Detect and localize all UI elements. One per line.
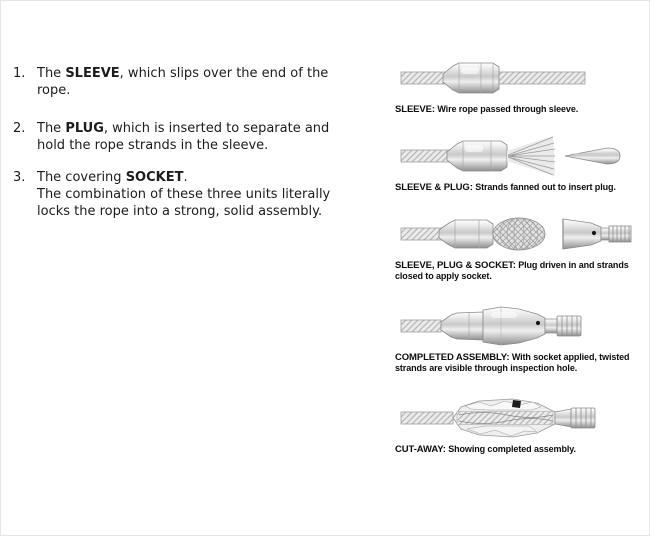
list-item-text bbox=[37, 169, 331, 220]
sleeve-part bbox=[443, 63, 499, 93]
figure-caption-label: SLEEVE: bbox=[395, 104, 435, 115]
inspection-hole bbox=[536, 321, 540, 325]
item-term: SLEEVE bbox=[65, 66, 120, 81]
figure-caption-text: Wire rope passed through sleeve. bbox=[437, 104, 579, 114]
figures-column bbox=[395, 55, 647, 473]
item-text-pre: The bbox=[37, 121, 66, 136]
sleeve-part bbox=[441, 312, 483, 340]
list-item-plug bbox=[13, 120, 363, 154]
item-term: SOCKET bbox=[125, 170, 184, 185]
item-text-post: . bbox=[183, 170, 188, 185]
figure-caption bbox=[395, 444, 645, 455]
sleeve-part bbox=[439, 220, 493, 248]
item-text-pre: The covering bbox=[37, 170, 126, 185]
threaded-stub bbox=[555, 408, 595, 428]
figure-caption-text: Showing completed assembly. bbox=[448, 444, 576, 454]
item-text-pre: The bbox=[37, 66, 66, 81]
figure-caption-label: SLEEVE, PLUG & SOCKET: bbox=[395, 260, 516, 271]
figure-completed-assembly bbox=[395, 303, 647, 374]
figure-sleeve bbox=[395, 55, 647, 115]
wire-rope bbox=[401, 150, 453, 162]
wire-rope bbox=[401, 228, 445, 240]
sleeve-plug-socket-illustration-icon bbox=[395, 211, 645, 257]
figure-caption-label: CUT-AWAY: bbox=[395, 444, 446, 455]
figure-caption bbox=[395, 104, 645, 115]
fanned-strands bbox=[507, 136, 555, 176]
cutaway-illustration-icon bbox=[395, 395, 645, 441]
item-line2: The combination of these three units literally locks the rope into a strong, solid assembly. bbox=[37, 187, 331, 219]
socket-part bbox=[563, 219, 631, 249]
instruction-list bbox=[13, 65, 363, 220]
sleeve-part bbox=[447, 141, 507, 171]
figure-caption-label: SLEEVE & PLUG: bbox=[395, 182, 473, 193]
figure-caption bbox=[395, 182, 645, 193]
item-text-post: , which slips over the end of the rope. bbox=[37, 66, 329, 98]
list-item-socket bbox=[13, 169, 363, 220]
sleeve-illustration-icon bbox=[395, 55, 645, 101]
list-number: 3. bbox=[13, 170, 26, 185]
figure-caption-text: Strands fanned out to insert plug. bbox=[475, 182, 616, 192]
list-item-text bbox=[37, 120, 331, 154]
list-number: 2. bbox=[13, 121, 26, 136]
closed-strands-bulb bbox=[493, 218, 545, 250]
figure-caption-label: COMPLETED ASSEMBLY: bbox=[395, 352, 510, 363]
plug-part bbox=[565, 148, 620, 164]
figure-cutaway bbox=[395, 395, 647, 455]
cut-notch bbox=[512, 400, 521, 408]
figure-caption-text: With socket applied, twisted strands are visible through inspection hole. bbox=[395, 352, 630, 373]
list-item-text bbox=[37, 65, 331, 99]
inspection-hole bbox=[592, 231, 596, 235]
item-text-post: , which is inserted to separate and hold the rope strands in the sleeve. bbox=[37, 121, 330, 153]
wire-rope bbox=[401, 412, 453, 424]
figure-sleeve-plug bbox=[395, 133, 647, 193]
figure-caption bbox=[395, 260, 645, 282]
figure-sleeve-plug-socket bbox=[395, 211, 647, 282]
list-number: 1. bbox=[13, 66, 26, 81]
cutaway-shell bbox=[453, 399, 555, 437]
completed-assembly-illustration-icon bbox=[395, 303, 645, 349]
figure-caption-text: Plug driven in and strands closed to apply socket. bbox=[395, 260, 629, 281]
item-term: PLUG bbox=[65, 121, 104, 136]
figure-caption bbox=[395, 352, 645, 374]
wire-rope bbox=[401, 320, 441, 332]
socket-part bbox=[483, 307, 581, 345]
sleeve-plug-illustration-icon bbox=[395, 133, 645, 179]
list-item-sleeve bbox=[13, 65, 363, 99]
